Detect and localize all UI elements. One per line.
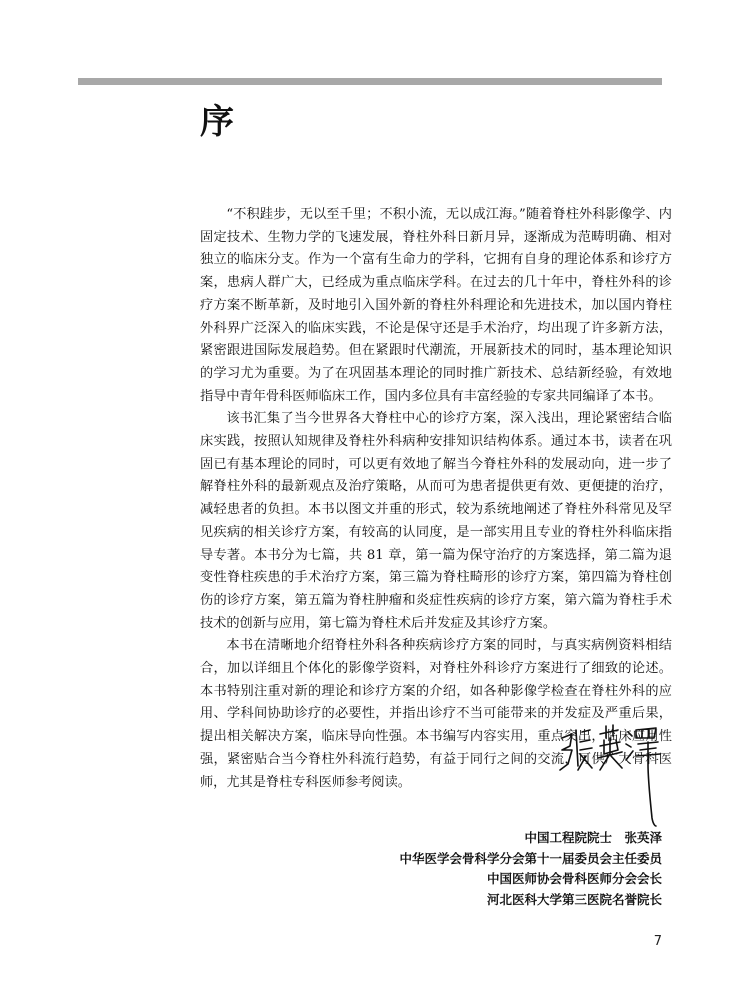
author-line: 中国医师协会骨科医师分会会长: [486, 871, 662, 886]
page-number: 7: [653, 934, 662, 949]
paragraph-1: “不积跬步，无以至千里；不积小流，无以成江海。”随着脊柱外科影像学、内固定技术、生物力学的飞速发展，脊柱外科日新月异，逐渐成为范畴明确、相对独立的临床分支。作为一个富有生命力的学科，它拥有自身的理论体系和诊疗方案，患病人群广大，已经成为重点临床学科。在过去的几十年中，脊柱外科的诊疗方案不断革新，及时地引入国外新的脊柱外科理论和先进技术，加以国内脊柱外科界广泛深入的临床实践，不论是保守还是手术治疗，均出现了许多新方法，紧密跟进国际发展趋势。但在紧跟时代潮流，开展新技术的同时，基本理论知识的学习尤为重要。为了在巩固基本理论的同时推广新技术、总结新经验，有效地指导中青年骨科医师临床工作，国内多位具有丰富经验的专家共同编译了本书。: [200, 207, 672, 404]
page-title: 序: [200, 102, 234, 142]
handwritten-signature: [556, 720, 676, 830]
paragraph-2: 该书汇集了当今世界各大脊柱中心的诊疗方案，深入浅出，理论紧密结合临床实践，按照认知规律及脊柱外科病种安排知识结构体系。通过本书，读者在巩固已有基本理论的同时，可以更有效地了解当今脊柱外科的发展动向，进一步了解脊柱外科的最新观点及治疗策略，从而可为患者提供更有效、更便捷的治疗，减轻患者的负担。本书以图文并重的形式，较为系统地阐述了脊柱外科常见及罕见疾病的相关诊疗方案，有较高的认同度，是一部实用且专业的脊柱外科临床指导专著。本书分为七篇，共 81 章，第一篇为保守治疗的方案选择，第二篇为退变性脊柱疾患的手术治疗方案，第三篇为脊柱畸形的诊疗方案，第四篇为脊柱创伤的诊疗方案，第五篇为脊柱肿瘤和炎症性疾病的诊疗方案，第六篇为脊柱手术技术的创新与应用，第七篇为脊柱术后并发症及其诊疗方案。: [200, 411, 672, 631]
preface-body: [200, 204, 672, 794]
author-block: [399, 828, 662, 910]
author-line: 中国工程院院士 张英泽: [524, 830, 662, 845]
top-rule: [78, 78, 662, 85]
author-line: 中华医学会骨科学分会第十一届委员会主任委员: [399, 850, 662, 866]
author-line: 河北医科大学第三医院名誉院长: [486, 891, 662, 907]
paragraph-3: 本书在清晰地介绍脊柱外科各种疾病诊疗方案的同时，与真实病例资料相结合，加以详细且个体化的影像学资料，对脊柱外科诊疗方案进行了细致的论述。本书特别注重对新的理论和诊疗方案的介绍，如各种影像学检查在脊柱外科的应用、学科间协助诊疗的必要性，并指出诊疗不当可能带来的并发症及严重后果，提出相关解决方案，临床导向性强。本书编写内容实用，重点突出，临床应用性强，紧密贴合当今脊柱外科流行趋势，有益于同行之间的交流，可供广大骨科医师，尤其是脊柱专科医师参考阅读。: [200, 638, 672, 790]
